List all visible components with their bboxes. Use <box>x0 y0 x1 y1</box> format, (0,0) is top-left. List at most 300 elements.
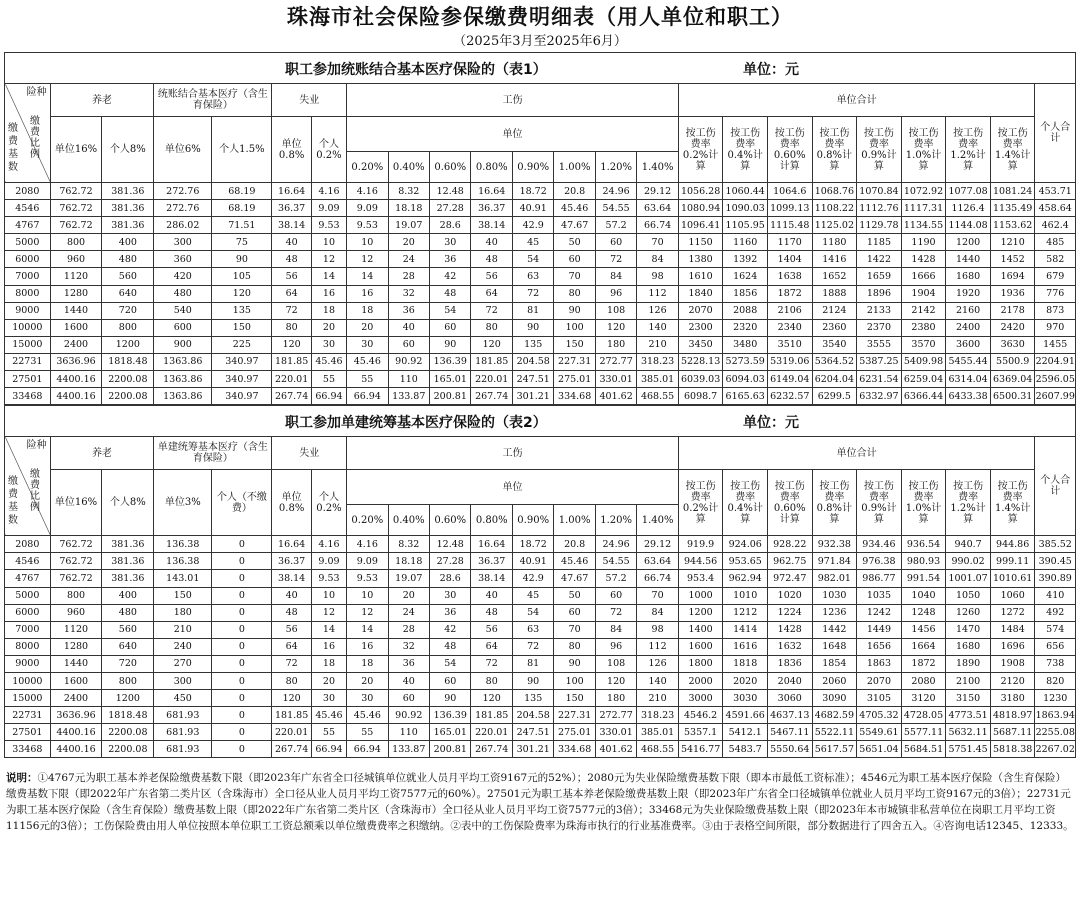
value-cell: 120 <box>471 690 512 707</box>
value-cell: 1863.94 <box>1035 707 1076 724</box>
value-cell: 272.77 <box>595 707 636 724</box>
table1-header-bar <box>4 52 1076 83</box>
corner-label-base: 缴费基数 <box>8 123 18 173</box>
value-cell: 247.51 <box>512 371 553 388</box>
value-cell: 800 <box>50 234 102 251</box>
value-cell: 340.97 <box>212 371 272 388</box>
value-cell: 12 <box>311 604 346 621</box>
value-cell: 98 <box>637 621 678 638</box>
value-cell: 4400.16 <box>50 388 102 405</box>
value-cell: 679 <box>1035 268 1076 285</box>
value-cell: 267.74 <box>272 741 311 758</box>
value-cell: 45 <box>512 587 553 604</box>
value-cell: 12 <box>311 251 346 268</box>
value-cell: 762.72 <box>50 200 102 217</box>
value-cell: 18.72 <box>512 536 553 553</box>
unit-total-rate-header: 按工伤费率1.2%计算 <box>946 117 991 183</box>
value-cell: 5500.9 <box>990 353 1035 370</box>
value-cell: 47.67 <box>554 570 595 587</box>
value-cell: 1624 <box>723 268 768 285</box>
table-row <box>5 724 1076 741</box>
value-cell: 80 <box>554 638 595 655</box>
value-cell: 540 <box>154 302 212 319</box>
value-cell: 1060.44 <box>723 183 768 200</box>
value-cell: 962.94 <box>723 570 768 587</box>
value-cell: 1818.48 <box>102 707 154 724</box>
value-cell: 45 <box>512 234 553 251</box>
value-cell: 1108.22 <box>812 200 857 217</box>
value-cell: 1000 <box>678 587 723 604</box>
value-cell: 36 <box>430 251 471 268</box>
value-cell: 150 <box>212 319 272 336</box>
value-cell: 5364.52 <box>812 353 857 370</box>
value-cell: 60 <box>554 251 595 268</box>
value-cell: 480 <box>154 285 212 302</box>
value-cell: 453.71 <box>1035 183 1076 200</box>
value-cell: 55 <box>347 724 388 741</box>
value-cell: 2420 <box>990 319 1035 336</box>
value-cell: 5549.61 <box>857 724 902 741</box>
value-cell: 40.91 <box>512 200 553 217</box>
value-cell: 6332.97 <box>857 388 902 405</box>
base-cell: 4546 <box>5 200 51 217</box>
value-cell: 84 <box>595 621 636 638</box>
value-cell: 458.64 <box>1035 200 1076 217</box>
value-cell: 20.8 <box>554 536 595 553</box>
value-cell: 55 <box>311 371 346 388</box>
value-cell: 180 <box>595 690 636 707</box>
value-cell: 4400.16 <box>50 724 102 741</box>
value-cell: 27.28 <box>430 200 471 217</box>
value-cell: 10 <box>347 234 388 251</box>
injury-rate-header: 0.80% <box>471 505 512 536</box>
pension-header: 养老 <box>50 437 154 470</box>
corner-label-ratio: 缴费比例 <box>30 469 40 514</box>
value-cell: 6094.03 <box>723 371 768 388</box>
value-cell: 18 <box>347 655 388 672</box>
value-cell: 38.14 <box>272 217 311 234</box>
value-cell: 9.53 <box>347 217 388 234</box>
pension-personal-header: 个人8% <box>102 117 154 183</box>
value-cell: 225 <box>212 336 272 353</box>
value-cell: 762.72 <box>50 570 102 587</box>
value-cell: 29.12 <box>637 183 678 200</box>
value-cell: 10 <box>311 234 346 251</box>
value-cell: 1236 <box>812 604 857 621</box>
value-cell: 1248 <box>901 604 946 621</box>
value-cell: 0 <box>212 621 272 638</box>
value-cell: 318.23 <box>637 707 678 724</box>
value-cell: 1105.95 <box>723 217 768 234</box>
table-row <box>5 353 1076 370</box>
value-cell: 56 <box>272 621 311 638</box>
value-cell: 1185 <box>857 234 902 251</box>
value-cell: 24 <box>388 604 429 621</box>
value-cell: 27.28 <box>430 553 471 570</box>
value-cell: 32 <box>388 285 429 302</box>
value-cell: 1696 <box>990 638 1035 655</box>
value-cell: 2088 <box>723 302 768 319</box>
value-cell: 136.38 <box>154 553 212 570</box>
value-cell: 40 <box>272 234 311 251</box>
value-cell: 28 <box>388 621 429 638</box>
value-cell: 9.09 <box>311 200 346 217</box>
value-cell: 30 <box>347 690 388 707</box>
value-cell: 1035 <box>857 587 902 604</box>
value-cell: 30 <box>347 336 388 353</box>
value-cell: 6433.38 <box>946 388 991 405</box>
value-cell: 60 <box>430 319 471 336</box>
value-cell: 54.55 <box>595 200 636 217</box>
medical-header: 单建统筹基本医疗（含生育保险） <box>154 437 272 470</box>
value-cell: 924.06 <box>723 536 768 553</box>
table-row <box>5 672 1076 689</box>
value-cell: 133.87 <box>388 741 429 758</box>
value-cell: 2400 <box>50 336 102 353</box>
value-cell: 1656 <box>857 638 902 655</box>
table-row <box>5 285 1076 302</box>
value-cell: 200.81 <box>430 388 471 405</box>
value-cell: 5416.77 <box>678 741 723 758</box>
value-cell: 8.32 <box>388 183 429 200</box>
value-cell: 3090 <box>812 690 857 707</box>
value-cell: 80 <box>272 672 311 689</box>
value-cell: 16.64 <box>272 536 311 553</box>
value-cell: 14 <box>311 621 346 638</box>
value-cell: 980.93 <box>901 553 946 570</box>
value-cell: 1872 <box>767 285 812 302</box>
value-cell: 1010.61 <box>990 570 1035 587</box>
value-cell: 2320 <box>723 319 768 336</box>
unit-total-rate-header: 按工伤费率0.60%计算 <box>767 117 812 183</box>
notes-text: ①4767元为职工基本养老保险缴费基数下限（即2023年广东省全口径城镇单位就业人员月平均工资9167元的52%）；2080元为失业保险缴费基数下限（即本市最低工资标准）；4546元为职工基本医疗保险（含生育保险）缴费基数下限（即2022年广东省第二类片区（含珠海市）全口径从业人员月平均工资7577元的60%）。27501元为职工基本养老保险缴费基数上限（即2023年广东省全口径城镇单位就业人员月平均工资9167元的3倍）；22731元为职工基本医疗保险（含生育保险）缴费基数上限（即2022年广东省第二类片区（含珠海市）全口径从业人员月平均工资7577元的3倍）；33468元为失业保险缴费基数上限（即2023年本市城镇非私营单位在岗职工月平均工资11156元的3倍）；工伤保险费由用人单位按照本单位职工工资总额乘以单位缴费费率之积缴纳。②表中的工伤保险费率为珠海市执行的行业基准费率。③由于表格空间所限，部分数据进行了四舍五入。④咨询电话12345、12333。 <box>6 772 1074 833</box>
value-cell: 1070.84 <box>857 183 902 200</box>
value-cell: 29.12 <box>637 536 678 553</box>
value-cell: 6165.63 <box>723 388 768 405</box>
value-cell: 68.19 <box>212 183 272 200</box>
value-cell: 1836 <box>767 655 812 672</box>
value-cell: 1030 <box>812 587 857 604</box>
table1-title: 职工参加统账结合基本医疗保险的（表1） <box>285 62 547 78</box>
value-cell: 1125.02 <box>812 217 857 234</box>
base-cell: 10000 <box>5 672 51 689</box>
unit-total-rate-header: 按工伤费率0.60%计算 <box>767 470 812 536</box>
pension-unit-header: 单位16% <box>50 470 102 536</box>
value-cell: 0 <box>212 587 272 604</box>
value-cell: 9.09 <box>311 553 346 570</box>
unit-total-header: 单位合计 <box>678 84 1035 117</box>
table-row <box>5 536 1076 553</box>
value-cell: 48 <box>471 251 512 268</box>
value-cell: 381.36 <box>102 553 154 570</box>
value-cell: 681.93 <box>154 741 212 758</box>
value-cell: 1908 <box>990 655 1035 672</box>
medical-unit-header: 单位3% <box>154 470 212 536</box>
value-cell: 2000 <box>678 672 723 689</box>
value-cell: 1452 <box>990 251 1035 268</box>
value-cell: 1224 <box>767 604 812 621</box>
value-cell: 0 <box>212 707 272 724</box>
value-cell: 0 <box>212 724 272 741</box>
value-cell: 385.01 <box>637 724 678 741</box>
value-cell: 390.45 <box>1035 553 1076 570</box>
value-cell: 48 <box>471 604 512 621</box>
base-cell: 8000 <box>5 638 51 655</box>
base-cell: 22731 <box>5 707 51 724</box>
value-cell: 80 <box>471 319 512 336</box>
value-cell: 1600 <box>50 672 102 689</box>
value-cell: 1090.03 <box>723 200 768 217</box>
value-cell: 72 <box>595 251 636 268</box>
value-cell: 940.7 <box>946 536 991 553</box>
value-cell: 42 <box>430 268 471 285</box>
value-cell: 0 <box>212 570 272 587</box>
value-cell: 54 <box>512 604 553 621</box>
value-cell: 267.74 <box>471 388 512 405</box>
value-cell: 1126.4 <box>946 200 991 217</box>
value-cell: 10 <box>311 587 346 604</box>
value-cell: 56 <box>471 621 512 638</box>
base-cell: 9000 <box>5 655 51 672</box>
value-cell: 220.01 <box>272 371 311 388</box>
value-cell: 227.31 <box>554 353 595 370</box>
value-cell: 1115.48 <box>767 217 812 234</box>
base-cell: 4767 <box>5 217 51 234</box>
value-cell: 3000 <box>678 690 723 707</box>
value-cell: 574 <box>1035 621 1076 638</box>
value-cell: 40 <box>272 587 311 604</box>
value-cell: 3636.96 <box>50 353 102 370</box>
value-cell: 5751.45 <box>946 741 991 758</box>
value-cell: 50 <box>554 234 595 251</box>
value-cell: 66.94 <box>311 388 346 405</box>
value-cell: 32 <box>388 638 429 655</box>
value-cell: 1888 <box>812 285 857 302</box>
value-cell: 656 <box>1035 638 1076 655</box>
value-cell: 381.36 <box>102 200 154 217</box>
value-cell: 66.94 <box>347 741 388 758</box>
value-cell: 36 <box>388 302 429 319</box>
value-cell: 38.14 <box>272 570 311 587</box>
value-cell: 2060 <box>812 672 857 689</box>
table-row <box>5 638 1076 655</box>
value-cell: 2100 <box>946 672 991 689</box>
value-cell: 401.62 <box>595 388 636 405</box>
value-cell: 999.11 <box>990 553 1035 570</box>
value-cell: 5409.98 <box>901 353 946 370</box>
value-cell: 4.16 <box>311 536 346 553</box>
value-cell: 150 <box>154 587 212 604</box>
unemployment-personal-header: 个人0.2% <box>311 117 346 183</box>
value-cell: 5632.11 <box>946 724 991 741</box>
value-cell: 385.52 <box>1035 536 1076 553</box>
value-cell: 136.39 <box>430 353 471 370</box>
value-cell: 64 <box>272 285 311 302</box>
value-cell: 60 <box>388 690 429 707</box>
value-cell: 1120 <box>50 621 102 638</box>
unit-total-rate-header: 按工伤费率0.8%计算 <box>812 117 857 183</box>
value-cell: 2607.99 <box>1035 388 1076 405</box>
value-cell: 56 <box>272 268 311 285</box>
table-row <box>5 268 1076 285</box>
value-cell: 1428 <box>901 251 946 268</box>
value-cell: 36.37 <box>471 553 512 570</box>
value-cell: 360 <box>154 251 212 268</box>
value-cell: 16 <box>347 638 388 655</box>
value-cell: 1190 <box>901 234 946 251</box>
value-cell: 300 <box>154 234 212 251</box>
value-cell: 1212 <box>723 604 768 621</box>
value-cell: 1840 <box>678 285 723 302</box>
value-cell: 36 <box>430 604 471 621</box>
value-cell: 181.85 <box>471 707 512 724</box>
value-cell: 800 <box>102 319 154 336</box>
value-cell: 800 <box>102 672 154 689</box>
value-cell: 16.64 <box>471 536 512 553</box>
value-cell: 0 <box>212 604 272 621</box>
value-cell: 96 <box>595 285 636 302</box>
value-cell: 5357.1 <box>678 724 723 741</box>
value-cell: 6500.31 <box>990 388 1035 405</box>
value-cell: 1096.41 <box>678 217 723 234</box>
value-cell: 16 <box>311 285 346 302</box>
injury-rate-header: 1.00% <box>554 152 595 183</box>
injury-rate-header: 0.60% <box>430 152 471 183</box>
value-cell: 462.4 <box>1035 217 1076 234</box>
value-cell: 1363.86 <box>154 371 212 388</box>
value-cell: 9.53 <box>347 570 388 587</box>
value-cell: 485 <box>1035 234 1076 251</box>
value-cell: 64 <box>471 638 512 655</box>
corner-label-insurance: 险种 <box>26 440 47 452</box>
value-cell: 982.01 <box>812 570 857 587</box>
value-cell: 820 <box>1035 672 1076 689</box>
value-cell: 2020 <box>723 672 768 689</box>
value-cell: 0 <box>212 741 272 758</box>
value-cell: 1120 <box>50 268 102 285</box>
value-cell: 64 <box>272 638 311 655</box>
value-cell: 560 <box>102 268 154 285</box>
value-cell: 48 <box>272 251 311 268</box>
value-cell: 72 <box>595 604 636 621</box>
value-cell: 108 <box>595 302 636 319</box>
value-cell: 3150 <box>946 690 991 707</box>
value-cell: 16.64 <box>272 183 311 200</box>
value-cell: 2596.05 <box>1035 371 1076 388</box>
value-cell: 2400 <box>946 319 991 336</box>
value-cell: 40 <box>388 672 429 689</box>
value-cell: 1936 <box>990 285 1035 302</box>
value-cell: 90.92 <box>388 707 429 724</box>
value-cell: 1135.49 <box>990 200 1035 217</box>
value-cell: 2380 <box>901 319 946 336</box>
value-cell: 18.18 <box>388 200 429 217</box>
value-cell: 1060 <box>990 587 1035 604</box>
value-cell: 1280 <box>50 285 102 302</box>
medical-unit-header: 单位6% <box>154 117 212 183</box>
value-cell: 60 <box>595 234 636 251</box>
base-cell: 7000 <box>5 621 51 638</box>
notes <box>6 770 1074 834</box>
table-row <box>5 707 1076 724</box>
notes-label: 说明： <box>6 772 38 785</box>
value-cell: 1050 <box>946 587 991 604</box>
value-cell: 400 <box>102 587 154 604</box>
value-cell: 181.85 <box>272 707 311 724</box>
value-cell: 2070 <box>857 672 902 689</box>
value-cell: 5467.11 <box>767 724 812 741</box>
table1-unit: 单位：元 <box>743 62 799 78</box>
value-cell: 410 <box>1035 587 1076 604</box>
value-cell: 2400 <box>50 690 102 707</box>
value-cell: 2340 <box>767 319 812 336</box>
value-cell: 40 <box>388 319 429 336</box>
value-cell: 1632 <box>767 638 812 655</box>
value-cell: 330.01 <box>595 371 636 388</box>
unit-total-rate-header: 按工伤费率1.4%计算 <box>990 470 1035 536</box>
value-cell: 6259.04 <box>901 371 946 388</box>
value-cell: 72 <box>512 285 553 302</box>
value-cell: 8.32 <box>388 536 429 553</box>
value-cell: 4.16 <box>347 183 388 200</box>
value-cell: 0 <box>212 655 272 672</box>
value-cell: 240 <box>154 638 212 655</box>
value-cell: 1242 <box>857 604 902 621</box>
value-cell: 0 <box>212 690 272 707</box>
value-cell: 3180 <box>990 690 1035 707</box>
value-cell: 0 <box>212 672 272 689</box>
value-cell: 18 <box>311 655 346 672</box>
value-cell: 6098.7 <box>678 388 723 405</box>
value-cell: 136.39 <box>430 707 471 724</box>
value-cell: 36 <box>388 655 429 672</box>
table-row <box>5 741 1076 758</box>
value-cell: 640 <box>102 638 154 655</box>
value-cell: 381.36 <box>102 570 154 587</box>
unit-total-rate-header: 按工伤费率1.2%计算 <box>946 470 991 536</box>
value-cell: 5319.06 <box>767 353 812 370</box>
base-cell: 9000 <box>5 302 51 319</box>
value-cell: 301.21 <box>512 741 553 758</box>
value-cell: 944.86 <box>990 536 1035 553</box>
value-cell: 40 <box>471 587 512 604</box>
value-cell: 1068.76 <box>812 183 857 200</box>
value-cell: 63 <box>512 268 553 285</box>
table2-unit: 单位：元 <box>743 415 799 432</box>
value-cell: 10 <box>347 587 388 604</box>
value-cell: 1134.55 <box>901 217 946 234</box>
value-cell: 928.22 <box>767 536 812 553</box>
personal-total-header: 个人合计 <box>1035 437 1076 536</box>
value-cell: 762.72 <box>50 553 102 570</box>
value-cell: 5228.13 <box>678 353 723 370</box>
value-cell: 54 <box>512 251 553 268</box>
table-row <box>5 217 1076 234</box>
value-cell: 776 <box>1035 285 1076 302</box>
value-cell: 991.54 <box>901 570 946 587</box>
table-row <box>5 553 1076 570</box>
unit-total-rate-header: 按工伤费率1.4%计算 <box>990 117 1035 183</box>
value-cell: 80 <box>471 672 512 689</box>
injury-rate-header: 1.40% <box>637 152 678 183</box>
value-cell: 3600 <box>946 336 991 353</box>
value-cell: 90.92 <box>388 353 429 370</box>
value-cell: 90 <box>430 690 471 707</box>
value-cell: 3570 <box>901 336 946 353</box>
value-cell: 381.36 <box>102 536 154 553</box>
value-cell: 70 <box>637 587 678 604</box>
value-cell: 72 <box>272 302 311 319</box>
